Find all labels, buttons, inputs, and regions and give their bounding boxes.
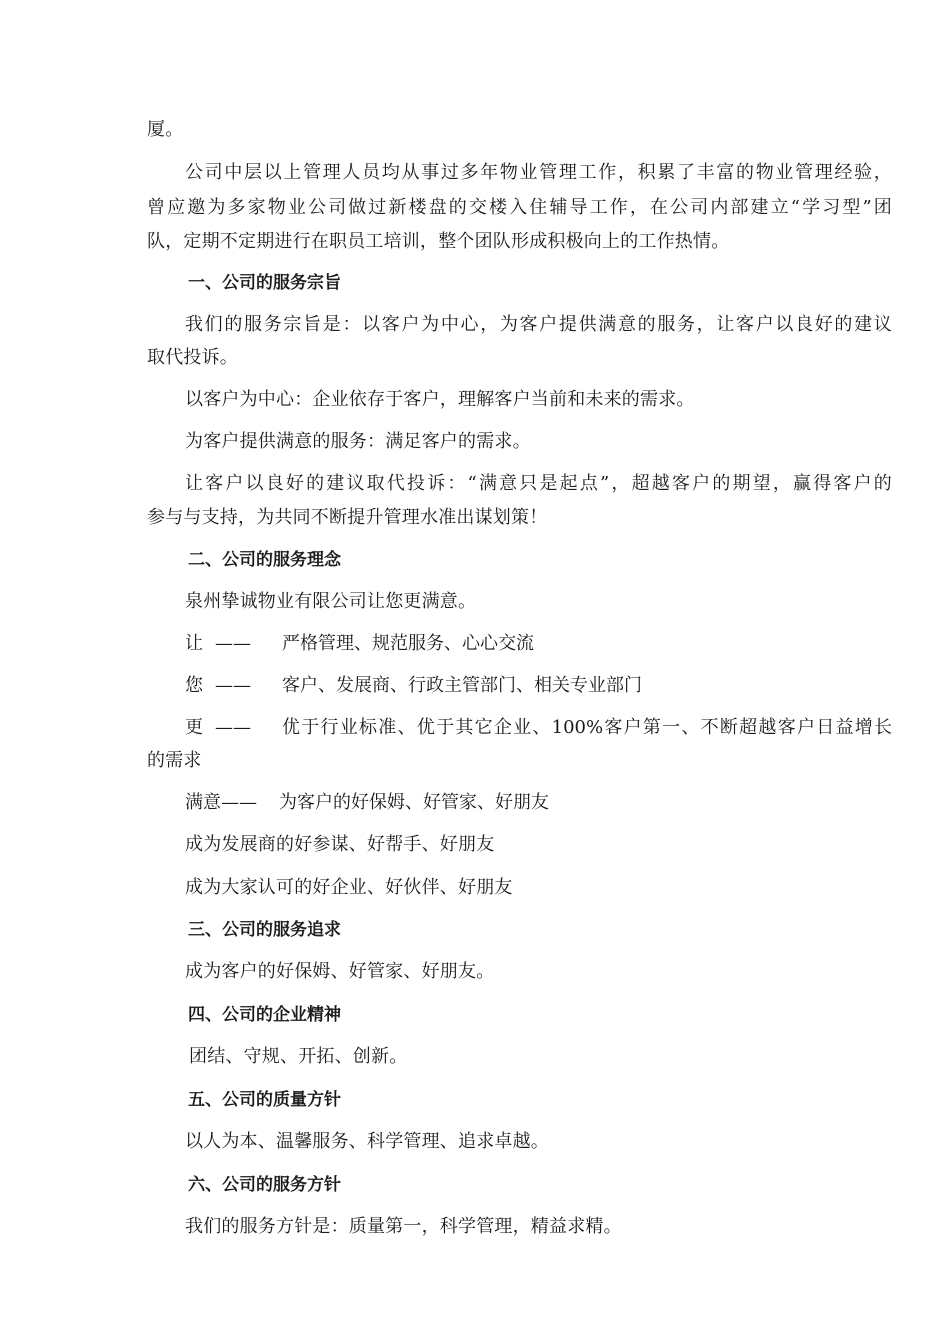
paragraph-line: 成为发展商的好参谋、好帮手、好朋友 [185, 834, 495, 855]
concept-term: 满意—— [185, 792, 257, 813]
concept-term: 让 [185, 633, 203, 654]
concept-dash: —— [215, 633, 251, 654]
section-heading: 五、公司的质量方针 [188, 1090, 341, 1110]
paragraph-line: 参与与支持，为共同不断提升管理水准出谋划策！ [147, 507, 548, 528]
concept-definition: 客户、发展商、行政主管部门、相关专业部门 [282, 675, 642, 696]
paragraph-line: 让客户以良好的建议取代投诉：“满意只是起点”，超越客户的期望，赢得客户的 [185, 473, 892, 494]
paragraph-line: 泉州挚诚物业有限公司让您更满意。 [185, 591, 477, 612]
section-heading: 六、公司的服务方针 [188, 1175, 341, 1195]
concept-dash: —— [215, 675, 251, 696]
paragraph-line: 曾应邀为多家物业公司做过新楼盘的交楼入住辅导工作，在公司内部建立“学习型”团 [147, 197, 892, 218]
section-heading: 四、公司的企业精神 [188, 1005, 341, 1025]
concept-definition: 优于行业标准、优于其它企业、100%客户第一、不断超越客户日益增长 [282, 717, 892, 738]
paragraph-line: 公司中层以上管理人员均从事过多年物业管理工作，积累了丰富的物业管理经验， [185, 162, 892, 183]
section-heading: 二、公司的服务理念 [188, 550, 341, 570]
paragraph-line: 取代投诉。 [147, 347, 238, 368]
paragraph-line: 的需求 [147, 750, 202, 771]
section-heading: 一、公司的服务宗旨 [188, 273, 341, 293]
section-heading: 三、公司的服务追求 [188, 920, 341, 940]
concept-definition: 为客户的好保姆、好管家、好朋友 [279, 792, 549, 813]
concept-definition: 严格管理、规范服务、心心交流 [282, 633, 534, 654]
paragraph-line: 我们的服务方针是：质量第一，科学管理，精益求精。 [185, 1216, 622, 1237]
concept-dash: —— [215, 717, 251, 738]
paragraph-line: 厦。 [147, 119, 184, 140]
concept-term: 您 [185, 675, 203, 696]
paragraph-line: 团结、守规、开拓、创新。 [189, 1046, 408, 1067]
paragraph-line: 为客户提供满意的服务：满足客户的需求。 [185, 431, 531, 452]
concept-term: 更 [185, 717, 203, 738]
paragraph-line: 成为大家认可的好企业、好伙伴、好朋友 [185, 877, 513, 898]
paragraph-line: 以人为本、温馨服务、科学管理、追求卓越。 [185, 1131, 549, 1152]
paragraph-line: 队，定期不定期进行在职员工培训，整个团队形成积极向上的工作热情。 [147, 231, 730, 252]
paragraph-line: 我们的服务宗旨是：以客户为中心，为客户提供满意的服务，让客户以良好的建议 [185, 314, 892, 335]
paragraph-line: 成为客户的好保姆、好管家、好朋友。 [185, 961, 495, 982]
paragraph-line: 以客户为中心：企业依存于客户，理解客户当前和未来的需求。 [185, 389, 695, 410]
